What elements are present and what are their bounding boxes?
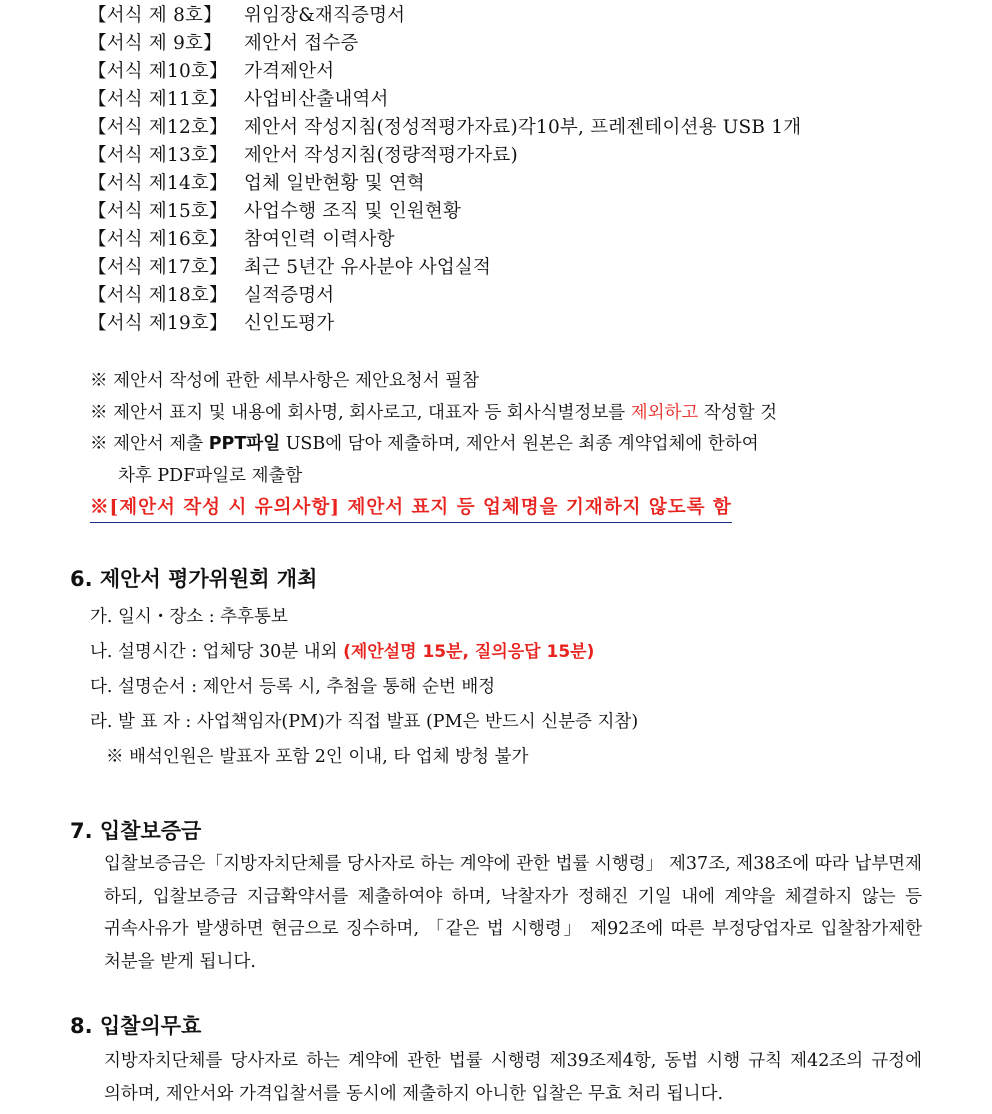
form-code: 【서식 제 8호】: [88, 5, 222, 26]
form-item: [88, 254, 801, 282]
form-code: 【서식 제10호】: [88, 61, 228, 82]
warning-banner: ※[제안서 작성 시 유의사항] 제안서 표지 등 업체명을 기재하지 않도록 함: [90, 494, 732, 523]
note-text: 작성할 것: [698, 402, 778, 423]
form-title: 업체 일반현황 및 연혁: [244, 173, 425, 194]
form-item: [88, 86, 801, 114]
form-title: 사업비산출내역서: [244, 89, 389, 110]
notes-block: [90, 366, 777, 523]
form-item: [88, 142, 801, 170]
section-8-title: 8. 입찰의무효: [70, 1014, 202, 1038]
form-code: 【서식 제16호】: [88, 229, 228, 250]
form-list: [88, 2, 801, 338]
note-highlight: 제외하고: [630, 402, 699, 423]
form-item: [88, 114, 801, 142]
note-text: ※ 제안서 표지 및 내용에 회사명, 회사로고, 대표자 등 회사식별정보를: [90, 402, 631, 423]
section-8-body: 지방자치단체를 당사자로 하는 계약에 관한 법률 시행령 제39조제4항, 동법 시행 규칙 제42조의 규정에 의하며, 제안서와 가격입찰서를 동시에 제출하지 아니한 입찰은 무효 처리 됩니다.: [104, 1051, 922, 1104]
note-exclude-identity: [90, 398, 777, 430]
form-item: [88, 310, 801, 338]
form-title: 위임장&재직증명서: [244, 5, 406, 26]
time-text: 나. 설명시간 : 업체당 30분 내외: [90, 642, 344, 662]
attendee-note: ※ 배석인원은 발표자 포함 2인 이내, 타 업체 방청 불가: [106, 747, 529, 767]
note-continuation: 차후 PDF파일로 제출함: [118, 465, 303, 486]
presentation-time: [90, 635, 638, 670]
form-code: 【서식 제13호】: [88, 145, 228, 166]
time-breakdown: (제안설명 15분, 질의응답 15분): [343, 642, 595, 662]
form-title: 실적증명서: [244, 285, 335, 306]
form-code: 【서식 제18호】: [88, 285, 228, 306]
form-title: 가격제안서: [244, 61, 335, 82]
form-code: 【서식 제15호】: [88, 201, 228, 222]
note-text: USB에 담아 제출하며, 제안서 원본은 최종 계약업체에 한하여: [280, 434, 759, 454]
presenter: 라. 발 표 자 : 사업책임자(PM)가 직접 발표 (PM은 반드시 신분증 지참): [90, 712, 639, 732]
form-item: [88, 58, 801, 86]
presentation-order: 다. 설명순서 : 제안서 등록 시, 추첨을 통해 순번 배정: [90, 677, 496, 697]
form-item: [88, 282, 801, 310]
note-detail-reference: ※ 제안서 작성에 관한 세부사항은 제안요청서 필참: [90, 371, 479, 391]
section-6-title: 6. 제안서 평가위원회 개최: [70, 567, 318, 591]
form-title: 사업수행 조직 및 인원현황: [244, 201, 462, 222]
form-item: [88, 30, 801, 58]
form-item: [88, 170, 801, 198]
form-code: 【서식 제19호】: [88, 313, 228, 334]
form-title: 제안서 작성지침(정량적평가자료): [244, 145, 518, 166]
form-item: [88, 2, 801, 30]
note-text: ※ 제안서 제출: [90, 434, 209, 454]
form-title: 제안서 접수증: [244, 33, 359, 54]
form-title: 참여인력 이력사항: [244, 229, 395, 250]
form-title: 최근 5년간 유사분야 사업실적: [244, 257, 492, 278]
form-code: 【서식 제12호】: [88, 117, 228, 138]
form-item: [88, 198, 801, 226]
form-code: 【서식 제 9호】: [88, 33, 222, 54]
section-7-title: 7. 입찰보증금: [70, 819, 202, 843]
form-title: 제안서 작성지침(정성적평가자료)각10부, 프레젠테이션용 USB 1개: [244, 117, 802, 138]
note-submission-format: [90, 429, 777, 461]
form-item: [88, 226, 801, 254]
form-code: 【서식 제11호】: [88, 89, 228, 110]
section-7-body: 입찰보증금은「지방자치단체를 당사자로 하는 계약에 관한 법률 시행령」 제37조, 제38조에 따라 납부면제 하되, 입찰보증금 지급확약서를 제출하여야 하며, 낙찰자가 정해진 기일 내에 계약을 체결하지 않는 등 귀속사유가 발생하면 현금으로 징수하며, 「같은 법 시행령」 제92조에 따른 부정당업자로 입찰참가제한 처분을 받게 됩니다.: [104, 854, 922, 972]
form-code: 【서식 제14호】: [88, 173, 228, 194]
note-bold: PPT파일: [208, 434, 281, 454]
form-title: 신인도평가: [244, 313, 335, 334]
schedule-place: 가. 일시・장소 : 추후통보: [90, 607, 288, 627]
form-code: 【서식 제17호】: [88, 257, 228, 278]
section-6-list: [90, 600, 638, 775]
